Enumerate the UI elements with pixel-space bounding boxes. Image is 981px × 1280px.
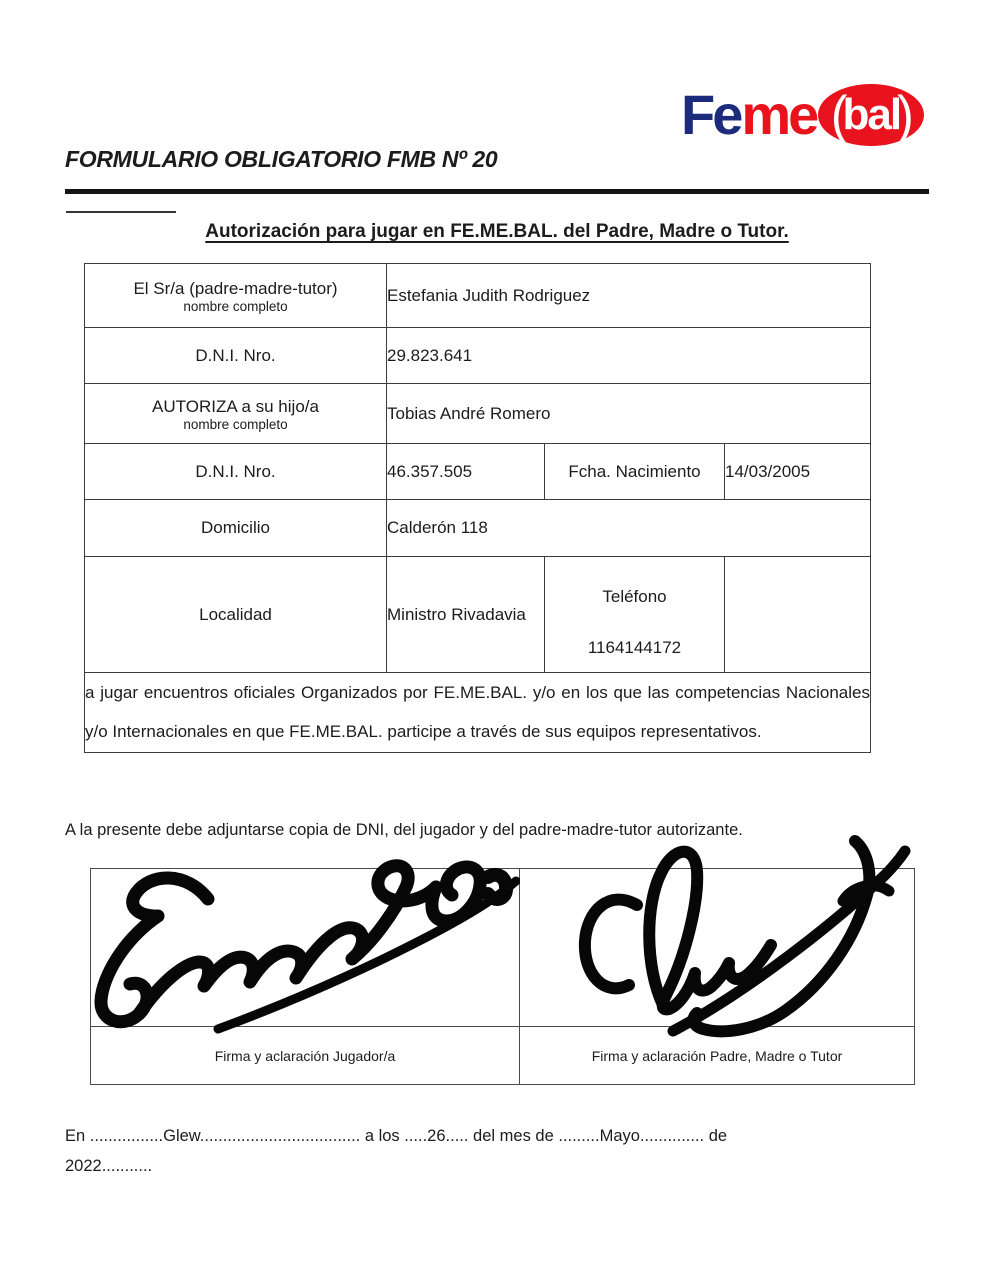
child-name-value: Tobias André Romero	[387, 384, 871, 444]
city-value: Ministro Rivadavia	[387, 557, 545, 673]
parent-dni-value: 29.823.641	[387, 328, 871, 384]
parent-signature-label: Firma y aclaración Padre, Madre o Tutor	[520, 1027, 915, 1085]
short-divider	[66, 211, 176, 213]
phone-cell	[545, 557, 725, 673]
clause-paragraph: a jugar encuentros oficiales Organizados por FE.ME.BAL. y/o en los que las competencias Nacionales y/o Internacionales en que FE.ME.BAL. participe a través de sus equipos representativos.	[85, 673, 871, 753]
phone-label: Teléfono	[602, 587, 667, 606]
child-dni-label: D.N.I. Nro.	[85, 444, 387, 500]
child-name-label-cell	[85, 384, 387, 444]
parent-name-label-cell	[85, 264, 387, 328]
row-address	[85, 500, 871, 557]
form-title: FORMULARIO OBLIGATORIO FMB Nº 20	[65, 146, 498, 172]
child-name-sublabel: nombre completo	[183, 417, 288, 432]
signature-table	[90, 868, 915, 1085]
player-signature-box	[91, 869, 520, 1027]
child-name-label: AUTORIZA a su hijo/a	[152, 397, 319, 416]
row-child-name	[85, 384, 871, 444]
row-child-dni	[85, 444, 871, 500]
date-line-2: 2022...........	[65, 1156, 153, 1175]
date-line	[65, 1122, 910, 1181]
parent-dni-label: D.N.I. Nro.	[85, 328, 387, 384]
player-signature-label: Firma y aclaración Jugador/a	[91, 1027, 520, 1085]
form-subtitle: Autorización para jugar en FE.ME.BAL. del Padre, Madre o Tutor.	[205, 221, 789, 242]
logo-paren-open: (	[830, 85, 846, 145]
row-clause	[85, 673, 871, 753]
logo-text-me: me	[741, 83, 817, 146]
logo-paren-close: )	[897, 85, 912, 145]
logo-oval	[818, 84, 924, 146]
femebal-logo	[681, 84, 924, 146]
signature-label-row	[91, 1027, 915, 1085]
empty-cell	[725, 557, 871, 673]
logo-text-bal: bal	[842, 90, 901, 139]
row-parent-dni	[85, 328, 871, 384]
parent-name-label: El Sr/a (padre-madre-tutor)	[133, 279, 338, 298]
city-label: Localidad	[85, 557, 387, 673]
signature-space-row	[91, 869, 915, 1027]
birth-date-value: 14/03/2005	[725, 444, 871, 500]
authorization-table	[84, 263, 871, 753]
parent-name-value: Estefania Judith Rodriguez	[387, 264, 871, 328]
attachment-note: A la presente debe adjuntarse copia de DNI, del jugador y del padre-madre-tutor autorizante.	[65, 821, 743, 839]
phone-value: 1164144172	[587, 638, 682, 657]
row-parent-name	[85, 264, 871, 328]
address-value: Calderón 118	[387, 500, 871, 557]
date-line-1: En ................Glew................................... a los .....26..... del mes de .........Mayo.............. de	[65, 1127, 728, 1145]
logo-text-fe: Fe	[681, 83, 741, 146]
row-city-phone	[85, 557, 871, 673]
address-label: Domicilio	[85, 500, 387, 557]
parent-signature-box	[520, 869, 915, 1027]
child-dni-value: 46.357.505	[387, 444, 545, 500]
birth-date-label: Fcha. Nacimiento	[545, 444, 725, 500]
thick-divider	[65, 189, 929, 194]
parent-name-sublabel: nombre completo	[183, 299, 288, 314]
